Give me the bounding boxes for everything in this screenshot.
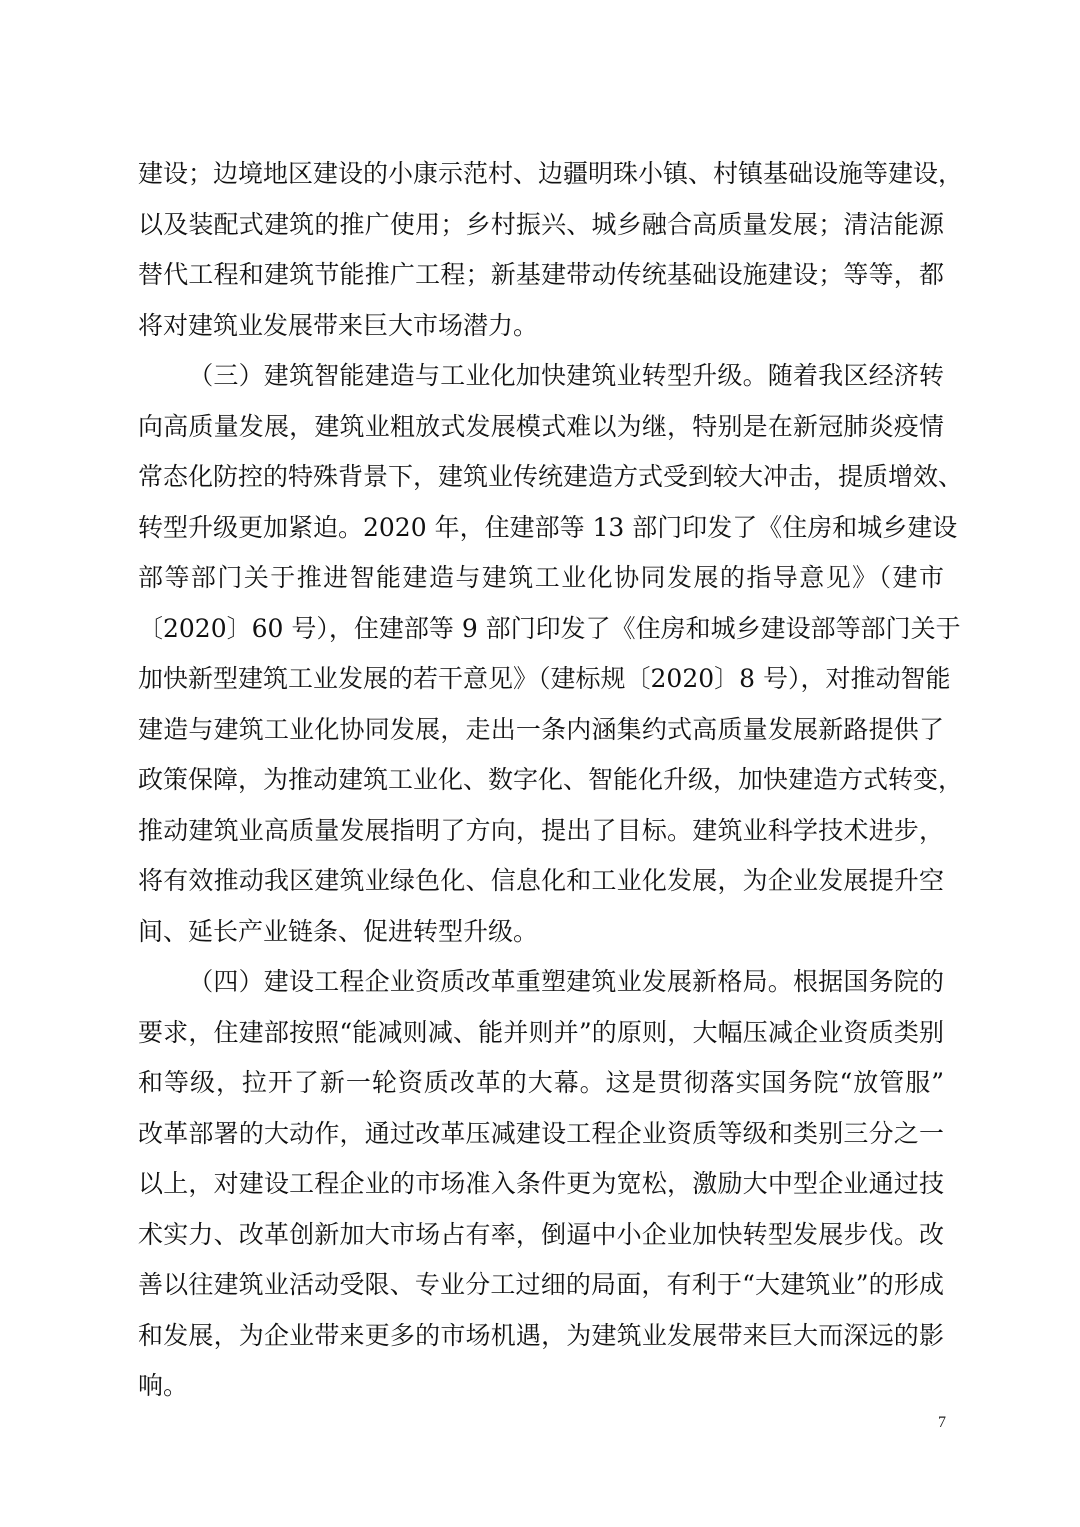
text-line: 响。 bbox=[138, 1371, 189, 1400]
text-line: 将有效推动我区建筑业绿色化、信息化和工业化发展，为企业发展提升空 bbox=[138, 866, 944, 895]
text-line: 建造与建筑工业化协同发展，走出一条内涵集约式高质量发展新路提供了 bbox=[138, 714, 944, 744]
text-line: 〔2020〕60 号），住建部等 9 部门印发了《住房和城乡建设部等部门关于 bbox=[138, 613, 961, 643]
text-line: 和发展，为企业带来更多的市场机遇，为建筑业发展带来巨大而深远的影 bbox=[138, 1320, 944, 1350]
paragraph-intelligent-construction bbox=[138, 351, 964, 957]
text-line: 将对建筑业发展带来巨大市场潜力。 bbox=[138, 310, 539, 340]
text-line: 要求，住建部按照“能减则减、能并则并”的原则，大幅压减企业资质类别 bbox=[138, 1017, 944, 1047]
text-line: 间、延长产业链条、促进转型升级。 bbox=[138, 916, 539, 946]
text-line: 建设；边境地区建设的小康示范村、边疆明珠小镇、村镇基础设施等建设， bbox=[138, 159, 964, 188]
text-line bbox=[138, 351, 944, 402]
body-text bbox=[138, 149, 964, 1412]
text-line: 以上，对建设工程企业的市场准入条件更为宽松，激励大中型企业通过技 bbox=[138, 1169, 944, 1198]
paragraph-qualification-reform bbox=[138, 957, 944, 1412]
paragraph-construction-potential bbox=[138, 149, 964, 351]
text-line: 加快新型建筑工业发展的若干意见》（建标规〔2020〕8 号），对推动智能 bbox=[138, 664, 951, 693]
text-line: 替代工程和建筑节能推广工程；新基建带动传统基础设施建设；等等，都 bbox=[138, 260, 944, 289]
text-line bbox=[138, 957, 944, 1008]
text-line: 善以往建筑业活动受限、专业分工过细的局面，有利于“大建筑业”的形成 bbox=[138, 1270, 944, 1299]
page-number: 7 bbox=[938, 1414, 946, 1431]
text-line: 常态化防控的特殊背景下，建筑业传统建造方式受到较大冲击，提质增效、 bbox=[138, 462, 964, 491]
text-line: 向高质量发展，建筑业粗放式发展模式难以为继，特别是在新冠肺炎疫情 bbox=[138, 411, 944, 441]
text-line: 和等级，拉开了新一轮资质改革的大幕。这是贯彻落实国务院“放管服” bbox=[138, 1068, 944, 1097]
section-heading-three: （三）建筑智能建造与工业化加快建筑业转型升级。 bbox=[188, 361, 768, 390]
text-line-tail: 随着我区经济转 bbox=[767, 361, 944, 390]
text-line: 转型升级更加紧迫。2020 年，住建部等 13 部门印发了《住房和城乡建设 bbox=[138, 512, 958, 542]
text-line-tail: 根据国务院的 bbox=[792, 967, 944, 996]
text-line: 改革部署的大动作，通过改革压减建设工程企业资质等级和类别三分之一 bbox=[138, 1118, 944, 1148]
text-line: 推动建筑业高质量发展指明了方向，提出了目标。建筑业科学技术进步， bbox=[138, 815, 944, 845]
section-heading-four: （四）建设工程企业资质改革重塑建筑业发展新格局。 bbox=[188, 967, 793, 996]
text-line: 部等部门关于推进智能建造与建筑工业化协同发展的指导意见》（建市 bbox=[138, 563, 944, 592]
text-line: 以及装配式建筑的推广使用；乡村振兴、城乡融合高质量发展；清洁能源 bbox=[138, 209, 944, 239]
text-line: 政策保障，为推动建筑工业化、数字化、智能化升级，加快建造方式转变， bbox=[138, 765, 964, 794]
text-line: 术实力、改革创新加大市场占有率，倒逼中小企业加快转型发展步伐。改 bbox=[138, 1219, 944, 1249]
